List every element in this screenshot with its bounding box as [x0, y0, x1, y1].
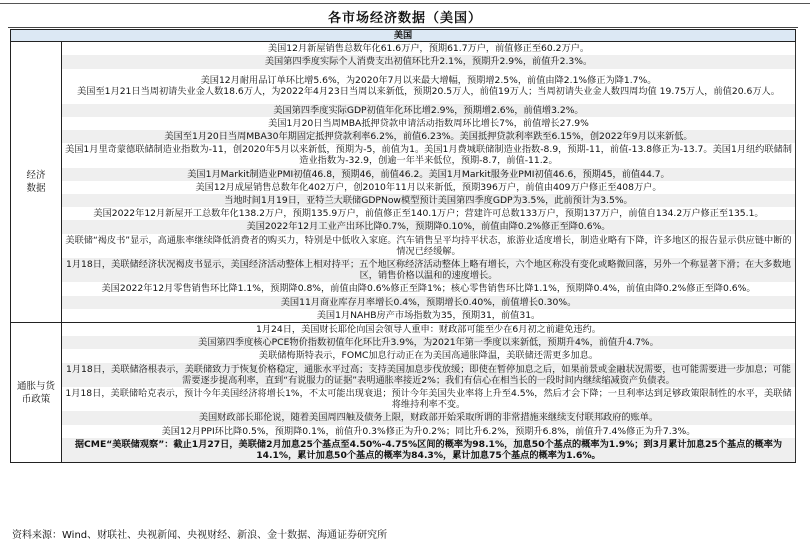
data-cell: 1月18日，美联储经济状况褐皮书显示，美国经济活动整体上相对持平；五个地区称经济活动整体上略有增长，六个地区称没有变化或略微回落，另外一个称显著下滑；在大多数地区，销售价格以温和的速度增长。	[62, 258, 796, 282]
table-row	[11, 104, 796, 117]
data-cell: 美国11月商业库存月率增长0.4%，预期增长0.40%，前值增长0.30%。	[62, 296, 796, 309]
table-row	[11, 55, 796, 68]
data-cell: 美国12月新屋销售总数年化61.6万户，预期61.7万户，前值修正至60.2万户。	[62, 42, 796, 56]
data-cell: 1月18日，美联储哈克表示，预计今年美国经济将增长1%，不太可能出现衰退；预计今年美国失业率将上升至4.5%，然后才会下降；一旦利率达到足够政策限制性的水平，美联储将维持利率不变。	[62, 387, 796, 411]
table-row	[11, 258, 796, 282]
data-cell: 美国第四季度实际个人消费支出初值环比升2.1%，预期升2.9%，前值升2.3%。	[62, 55, 796, 68]
data-cell: 美国1月里奇蒙德联储制造业指数为-11，创2020年5月以来新低，预期为-5，前值为1。美国1月费城联储制造业指数-8.9，预期-11，前值-13.8修正为-13.7。美国1月纽约联储制造业指数为-32.9，创逾一年半来低位，预期-8.7，前值-11.2。	[62, 143, 796, 167]
table-row	[11, 207, 796, 220]
table-row	[11, 363, 796, 387]
title-rule	[8, 27, 798, 28]
source-note: 资料来源：Wind、财联社、央视新闻、央视财经、新浪、金十数据、海通证券研究所	[12, 530, 388, 541]
table-row	[11, 349, 796, 362]
data-cell: 美国第四季度实际GDP初值年化环比增2.9%，预期增2.6%，前值增3.2%。	[62, 104, 796, 117]
table-row	[11, 130, 796, 143]
economic-data-table	[10, 29, 796, 463]
data-cell: 美国2022年12月零售销售环比降1.1%，预期降0.8%，前值由降0.6%修正至降1%；核心零售销售环比降1.1%，预期降0.4%，前值由降0.2%修正至降0.6%。	[62, 282, 796, 295]
top-rule	[0, 3, 810, 4]
data-cell: 美国财政部长耶伦说，随着美国周四触及债务上限，财政部开始采取所谓的非常措施来继续支付联邦政府的账单。	[62, 411, 796, 424]
data-cell: 美国至1月20日当周MBA30年期固定抵押贷款利率6.2%，前值6.23%。美国抵押贷款利率跌至6.15%，创2022年9月以来新低。	[62, 130, 796, 143]
table-row	[11, 143, 796, 167]
table-row	[11, 323, 796, 337]
table-row	[11, 309, 796, 323]
section-label: 经济 数据	[11, 42, 62, 323]
table-row	[11, 411, 796, 424]
table-row	[11, 42, 796, 56]
data-cell: 美联储“褐皮书”显示，高通胀率继续降低消费者的购买力，特别是中低收入家庭。汽车销售呈平均持平状态，旅游业适度增长，制造业略有下降，许多地区的报告显示供应链中断的情况已经缓解。	[62, 234, 796, 258]
data-cell: 美国1月NAHB房产市场指数为35，预期31，前值31。	[62, 309, 796, 323]
section-label: 通胀与货 币政策	[11, 323, 62, 463]
table-row	[11, 181, 796, 194]
table-row	[11, 282, 796, 295]
data-cell: 1月18日，美联储洛根表示，美联储致力于恢复价格稳定，通胀水平过高；支持美国加息步伐放缓；即使在暂停加息之后，如果前景或金融状况需要，也可能需要进一步加息；可能需要逐步提高利率，直到“有说服力的证据”表明通胀率接近2%；我们有信心在相当长的一段时间内继续缩减资产负债表。	[62, 363, 796, 387]
data-cell: 当地时间1月19日，亚特兰大联储GDPNow模型预计美国第四季度GDP为3.5%，此前预计为3.5%。	[62, 194, 796, 207]
table-row	[11, 117, 796, 130]
data-cell: 美国12月PPI环比降0.5%，预期降0.1%，前值升0.3%修正为升0.2%；同比升6.2%，预期升6.8%，前值升7.4%修正为升7.3%。	[62, 425, 796, 438]
table-row	[11, 425, 796, 438]
table-header: 美国	[11, 30, 796, 42]
table-row	[11, 296, 796, 309]
data-cell: 据CME“美联储观察”：截止1月27日，美联储2月加息25个基点至4.50%-4.75%区间的概率为98.1%，加息50个基点的概率为1.9%；到3月累计加息25个基点的概率为14.1%，累计加息50个基点的概率为84.3%，累计加息75个基点的概率为1.6%。	[62, 438, 796, 463]
table-row	[11, 336, 796, 349]
data-cell: 美联储梅斯特表示，FOMC加息行动正在为美国高通胀降温，美联储还需更多加息。	[62, 349, 796, 362]
data-cell: 美国1月20日当周MBA抵押贷款申请活动指数周环比增长7%，前值增长27.9%	[62, 117, 796, 130]
table-row	[11, 194, 796, 207]
data-cell: 美国12月成屋销售总数年化402万户，创2010年11月以来新低，预期396万户，前值由409万户修正至408万户。	[62, 181, 796, 194]
page-title: 各市场经济数据（美国）	[327, 11, 482, 26]
data-cell: 1月24日，美国财长耶伦向国会领导人重申：财政部可能至少在6月初之前避免违约。	[62, 323, 796, 337]
table-row	[11, 234, 796, 258]
data-cell: 美国2022年12月工业产出环比降0.7%，预期降0.10%，前值由降0.2%修正至降0.6%。	[62, 220, 796, 233]
table-row	[11, 69, 796, 104]
table-row	[11, 168, 796, 181]
table-row	[11, 387, 796, 411]
data-cell: 美国2022年12月新屋开工总数年化138.2万户，预期135.9万户，前值修正至140.1万户；营建许可总数133万户，预期137万户，前值自134.2万户修正至135.1。	[62, 207, 796, 220]
data-cell: 美国第四季度核心PCE物价指数初值年化环比升3.9%，为2021年第一季度以来新低，预期升4%，前值升4.7%。	[62, 336, 796, 349]
data-cell: 美国12月耐用品订单环比增5.6%，为2020年7月以来最大增幅，预期增2.5%，前值由降2.1%修正为降1.7%。 美国至1月21日当周初请失业金人数18.6万人，为2022年4月23日当周以来新低，预期20.5万人，前值19万人；当周初请失业金人数四周均值 19.75万人，前值20.6万人。	[62, 69, 796, 104]
table-row	[11, 438, 796, 463]
table-row	[11, 220, 796, 233]
data-cell: 美国1月Markit制造业PMI初值46.8，预期46，前值46.2。美国1月Markit服务业PMI初值46.6，预期45，前值44.7。	[62, 168, 796, 181]
